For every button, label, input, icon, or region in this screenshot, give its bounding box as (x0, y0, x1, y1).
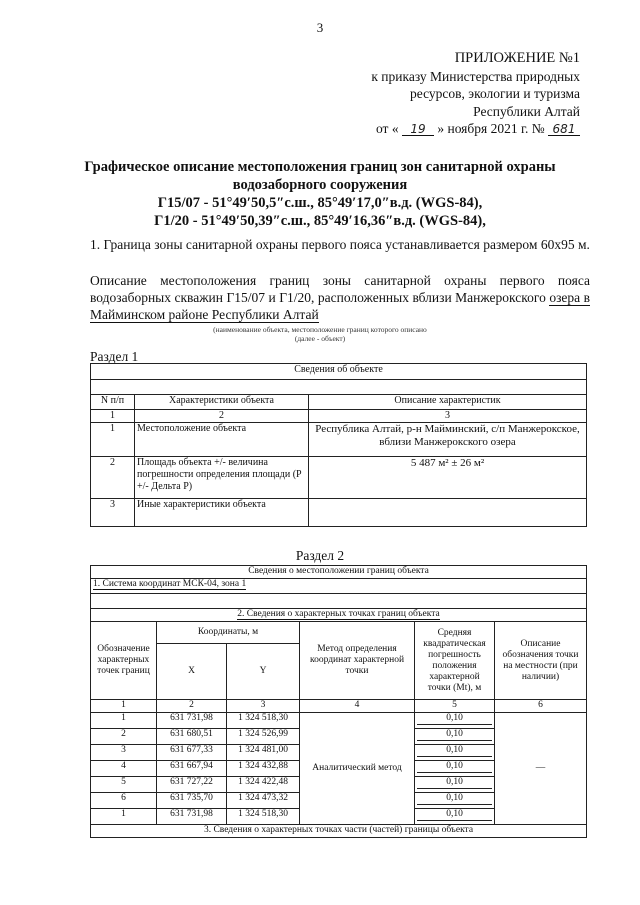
annex-block (330, 50, 580, 138)
page-number: 3 (316, 20, 324, 35)
annex-head: ПРИЛОЖЕНИЕ №1 (454, 50, 580, 66)
subheader-parts: 3. Сведения о характерных точках части (частей) границы объекта (91, 825, 587, 838)
col-char: Характеристики объекта (135, 395, 309, 410)
subheader-points: 2. Сведения о характерных точках границ объекта (91, 609, 587, 622)
section1-table: Сведения об объекте N п/п Характеристики объекта Описание характеристик 1 2 3 1 Местоположение объекта Республика Алтай, р-н Майминский, с/п Манжерокское, вблизи Манжерокского озера 2 Площадь объекта +/- величина погрешности определения площади (P +/- Дельта P) 5 487 м² ± 26 м² 3 Иные характеристики объекта (90, 363, 587, 527)
table-row: 3 Иные характеристики объекта (91, 499, 587, 527)
table-row: 1 631 731,98 1 324 518,30 Аналитический метод 0,10 — (91, 713, 587, 729)
col-method: Метод определения координат характерной точки (300, 622, 415, 700)
table-row: 6 631 735,70 1 324 473,32 0,10 (91, 793, 587, 809)
section1-header: Сведения об объекте (91, 364, 587, 380)
annex-date: от « 19 » ноября 2021 г. № 681 (330, 120, 580, 138)
document-title: Графическое описание местоположения границ зон санитарной охраны водозаборного сооружения Г15/07 - 51°49′50,5″с.ш., 85°49′17,0″в.д. (WGS-84), Г1/20 - 51°49′50,39″с.ш., 85°49′16,36″в.д. (WGS-84), (84, 159, 556, 229)
section2-header: Сведения о местоположении границ объекта (91, 566, 587, 579)
table-row: 1 631 731,98 1 324 518,30 0,10 (91, 809, 587, 825)
annex-line1: к приказу Министерства природных (371, 68, 580, 84)
col-error: Средняя квадратическая погрешность положения характерной точки (Mt), м (415, 622, 495, 700)
table-row: 2 Площадь объекта +/- величина погрешности определения площади (P +/- Дельта P) 5 487 м² ± 26 м² (91, 457, 587, 499)
section2-label: Раздел 2 (295, 548, 345, 563)
table-row: 5 631 727,22 1 324 422,48 0,10 (91, 777, 587, 793)
col-point-desc: Описание обозначения точки на местности (при наличии) (495, 622, 587, 700)
annex-line3: Республики Алтай (473, 103, 580, 119)
section2-table: Сведения о местоположении границ объекта 1. Система координат МСК-04, зона 1 2. Сведения о характерных точках границ объекта Обозначение характерных точек границ Координаты, м Метод определения координат характерной точки Средняя квадратическая погрешность положения характерной точки (Mt), м Описание обозначения точки на местности (при наличии) X Y 1 2 3 4 5 6 1 631 731,98 1 324 518,30 Аналитический метод 0,10 — 2 631 680,51 1 324 526,99 0,10 3 631 677,33 1 324 481,00 0,10 4 631 667,94 1 324 432,88 0,10 5 631 727,22 1 324 422,48 0,10 6 631 735,70 1 324 473,32 0,10 1 631 731,98 1 324 518,30 0,10 3. Сведения о характерных точках части (частей) границы объекта (90, 565, 587, 838)
note-object: (далее - объект) (294, 334, 346, 343)
section1-label: Раздел 1 (90, 349, 139, 364)
col-desc: Описание характеристик (309, 395, 587, 410)
col-x: X (157, 644, 227, 700)
method-value: Аналитический метод (300, 713, 415, 825)
note-object-name: (наименование объекта, местоположение границ которого описано (213, 325, 427, 334)
table-row: 2 631 680,51 1 324 526,99 0,10 (91, 729, 587, 745)
desc-value: — (495, 713, 587, 825)
paragraph-zone-size: 1. Граница зоны санитарной охраны первого пояса устанавливается размером 60х95 м. (90, 237, 590, 252)
handwritten-number: 681 (548, 123, 580, 136)
paragraph-description: Описание местоположения границ зоны санитарной охраны первого пояса водозаборных скважин Г15/07 и Г1/20, расположенных вблизи Манжерокского озера в Майминском районе Республики Алтай (90, 273, 590, 322)
col-coords: Координаты, м (157, 622, 300, 644)
col-point: Обозначение характерных точек границ (91, 622, 157, 700)
col-y: Y (227, 644, 300, 700)
table-row: 4 631 667,94 1 324 432,88 0,10 (91, 761, 587, 777)
col-num: N п/п (91, 395, 135, 410)
table-row: 1 Местоположение объекта Республика Алтай, р-н Майминский, с/п Манжерокское, вблизи Манжерокского озера (91, 423, 587, 457)
annex-line2: ресурсов, экологии и туризма (410, 86, 580, 101)
coord-system: 1. Система координат МСК-04, зона 1 (91, 579, 587, 594)
table-row: 3 631 677,33 1 324 481,00 0,10 (91, 745, 587, 761)
handwritten-day: 19 (402, 123, 434, 136)
